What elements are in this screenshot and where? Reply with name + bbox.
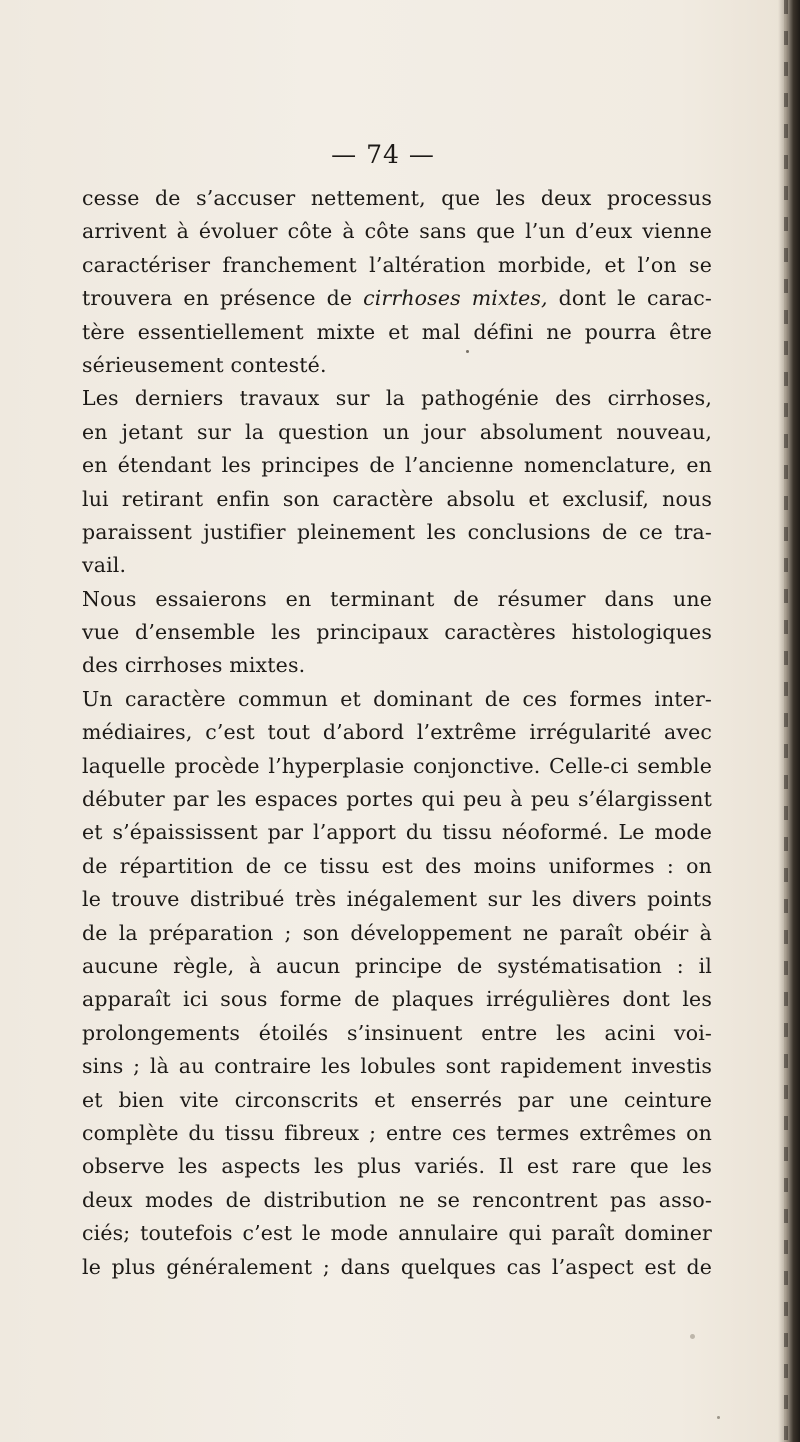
text-line: Les derniers travaux sur la pathogénie des cirrhoses, [82,386,712,411]
text-line: des cirrhoses mixtes. [82,653,306,678]
paper-speck [717,1416,720,1419]
text-run: trouvera en présence de [82,286,353,311]
text-line: médiaires, c’est tout d’abord l’extrême irrégularité avec [82,720,712,745]
text-line: et bien vite circonscrits et enserrés par une ceinture [82,1087,712,1112]
body-text [82,182,712,1284]
text-line: lui retirant enfin son caractère absolu et exclusif, nous [82,486,712,511]
paper-speck [466,350,469,353]
text-line: caractériser franchement l’altération morbide, et l’on se [82,252,712,277]
text-line: Un caractère commun et dominant de ces formes inter- [82,686,712,711]
text-line: de la préparation ; son développement ne paraît obéir à [82,920,712,945]
paper-speck [690,1334,695,1339]
text-line: sérieusement contesté. [82,352,327,377]
text-line: ciés; toutefois c’est le mode annulaire qui paraît dominer [82,1221,712,1246]
text-line: en jetant sur la question un jour absolument nouveau, [82,419,712,444]
italic-term: cirrhoses mixtes, [363,286,548,311]
text-line: laquelle procède l’hyperplasie conjonctive. Celle-ci semble [82,753,712,778]
page-number: — 74 — [331,140,435,169]
text-line: le trouve distribué très inégalement sur les divers points [82,887,712,912]
text-line: débuter par les espaces portes qui peu à peu s’élargissent [82,787,712,812]
text-line: apparaît ici sous forme de plaques irrégulières dont les [82,987,712,1012]
text-line: complète du tissu fibreux ; entre ces termes extrêmes on [82,1120,712,1145]
text-line: aucune règle, à aucun principe de systématisation : il [82,953,712,978]
text-line: deux modes de distribution ne se rencontrent pas asso- [82,1187,712,1212]
text-line: le plus généralement ; dans quelques cas l’aspect est de [82,1254,712,1279]
text-line [82,282,712,315]
text-line: vail. [82,553,127,578]
text-line: Nous essaierons en terminant de résumer dans une [82,586,712,611]
text-line: sins ; là au contraire les lobules sont rapidement investis [82,1054,712,1079]
text-line: vue d’ensemble les principaux caractères histologiques [82,620,712,645]
text-line: prolongements étoilés s’insinuent entre les acini voi- [82,1020,712,1045]
book-binding-edge [778,0,800,1442]
text-line: et s’épaississent par l’apport du tissu néoformé. Le mode [82,820,712,845]
text-line: paraissent justifier pleinement les conclusions de ce tra- [82,519,712,544]
text-line: en étendant les principes de l’ancienne nomenclature, en [82,453,712,478]
text-line: de répartition de ce tissu est des moins uniformes : on [82,853,712,878]
text-line: arrivent à évoluer côte à côte sans que l’un d’eux vienne [82,219,712,244]
text-line: tère essentiellement mixte et mal défini ne pourra être [82,319,712,344]
text-line: observe les aspects les plus variés. Il est rare que les [82,1154,712,1179]
text-run: dont le carac- [558,286,713,311]
text-line: cesse de s’accuser nettement, que les deux processus [82,186,712,210]
